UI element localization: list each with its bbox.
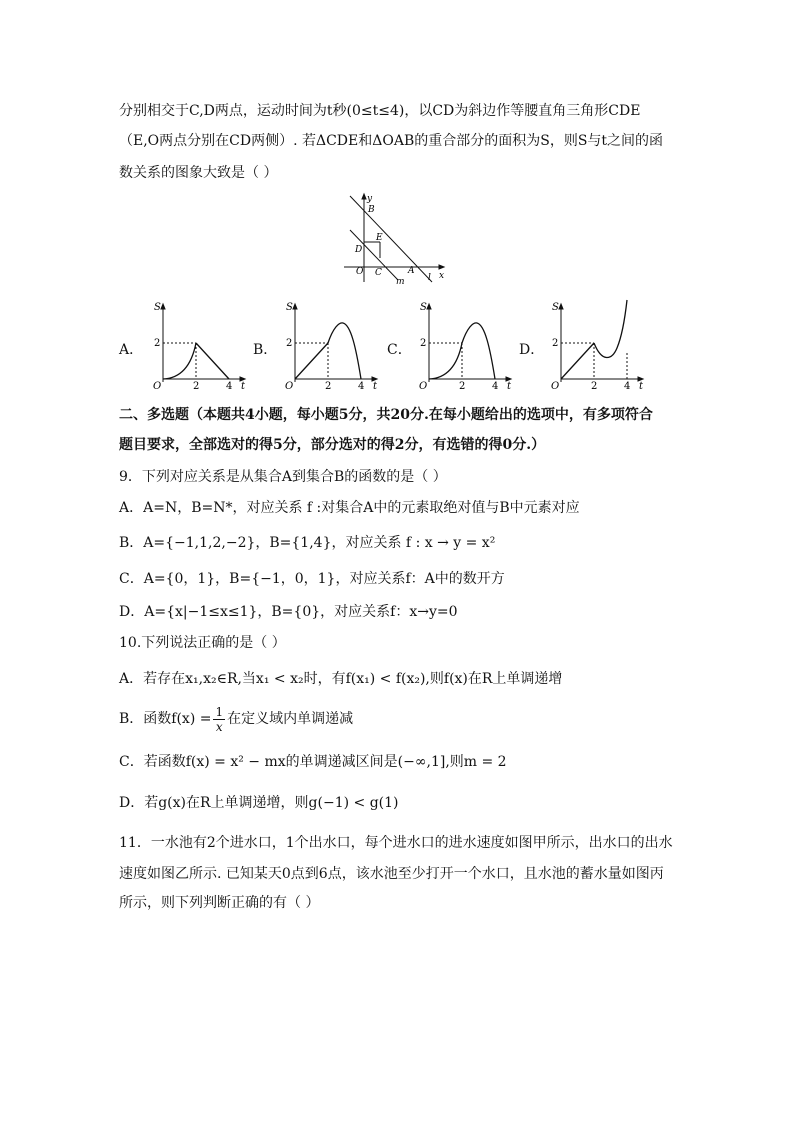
q10-option-b-den: x xyxy=(215,719,223,734)
q10-option-d: D．若g(x)在R上单调递增，则g(−1) < g(1) xyxy=(119,795,399,811)
q8-fig-O: O xyxy=(356,267,364,277)
option-c-t: t xyxy=(507,381,512,390)
q8-text-line-2: （E,O两点分别在CD两侧）. 若ΔCDE和ΔOAB的重合部分的面积为S，则S与t之间的函 xyxy=(119,133,664,149)
option-b-s: S xyxy=(286,302,293,313)
option-a-x2: 2 xyxy=(193,381,200,390)
q10-option-a: A．若存在x₁,x₂∈R,当x₁ < x₂时，有f(x₁) < f(x₂),则f(x)在R上单调递增 xyxy=(119,671,563,687)
q8-fig-A: A xyxy=(408,266,415,276)
option-d-label: D． xyxy=(519,342,545,358)
q9-option-c: C．A={0，1}，B={−1，0，1}，对应关系f：A中的数开方 xyxy=(119,571,505,587)
q8-fig-x: x xyxy=(439,271,445,281)
section-2-heading-line-2: 题目要求，全部选对的得5分，部分选对的得2分，有选错的得0分.） xyxy=(119,437,546,453)
option-d-t: t xyxy=(639,381,644,390)
option-b-o: O xyxy=(285,381,294,390)
q8-fig-l: l xyxy=(428,273,431,283)
option-c-graph xyxy=(415,298,515,390)
option-a-graph xyxy=(149,298,249,390)
option-b-x4: 4 xyxy=(358,381,365,390)
option-b-label: B． xyxy=(253,342,278,358)
q8-fig-B: B xyxy=(368,205,375,215)
option-c-o: O xyxy=(419,381,428,390)
q8-text-line-3: 数关系的图象大致是（ ） xyxy=(119,165,278,181)
option-c-x2: 2 xyxy=(459,381,466,390)
q11-text-line-1: 11．一水池有2个进水口，1个出水口，每个进水口的进水速度如图甲所示，出水口的出水 xyxy=(119,835,673,851)
option-d-y2: 2 xyxy=(552,338,559,349)
option-d-x2: 2 xyxy=(591,381,598,390)
option-d-o: O xyxy=(551,381,560,390)
option-c-y2: 2 xyxy=(420,338,427,349)
option-b-y2: 2 xyxy=(286,338,293,349)
q10-option-b xyxy=(119,702,353,736)
option-c-x4: 4 xyxy=(492,381,499,390)
section-2-heading-line-1: 二、多选题（本题共4小题，每小题5分，共20分.在每小题给出的选项中，有多项符合 xyxy=(119,407,653,423)
q8-text-line-1: 分别相交于C,D两点，运动时间为t秒(0≤t≤4)，以CD为斜边作等腰直角三角形CDE xyxy=(119,103,641,119)
q10-option-b-pre: B．函数f(x) = xyxy=(119,711,212,727)
option-d-graph xyxy=(547,298,647,390)
option-a-label: A． xyxy=(119,342,144,358)
q8-fig-m: m xyxy=(396,277,405,286)
q8-fig-E: E xyxy=(376,233,383,243)
q8-fig-C: C xyxy=(375,268,382,278)
option-c-s: S xyxy=(420,302,427,313)
option-a-s: S xyxy=(154,302,161,313)
q9-stem: 9．下列对应关系是从集合A到集合B的函数的是（ ） xyxy=(119,469,447,485)
option-b-t: t xyxy=(373,381,378,390)
q11-text-line-2: 速度如图乙所示. 已知某天0点到6点，该水池至少打开一个水口，且水池的蓄水量如图丙 xyxy=(119,866,664,882)
option-a-x4: 4 xyxy=(226,381,233,390)
option-b-graph xyxy=(281,298,381,390)
q10-option-b-num: 1 xyxy=(215,704,224,719)
option-a-o: O xyxy=(153,381,162,390)
q10-option-b-fraction xyxy=(213,705,225,734)
q10-option-c: C．若函数f(x) = x² − mx的单调递减区间是(−∞,1],则m = 2 xyxy=(119,754,507,770)
q9-option-b: B．A={−1,1,2,−2}，B={1,4}，对应关系 f : x → y = x² xyxy=(119,535,496,551)
q9-option-a: A．A=N，B=N*，对应关系 f :对集合A中的元素取绝对值与B中元素对应 xyxy=(119,500,580,516)
q9-option-d: D．A={x|−1≤x≤1}，B={0}，对应关系f：x→y=0 xyxy=(119,604,458,620)
q10-stem: 10.下列说法正确的是（ ） xyxy=(119,635,286,651)
q11-text-line-3: 所示，则下列判断正确的有（ ） xyxy=(119,895,320,911)
option-c-label: C． xyxy=(387,342,412,358)
option-a-t: t xyxy=(241,381,246,390)
q10-option-b-post: 在定义域内单调递减 xyxy=(227,711,354,727)
option-a-y2: 2 xyxy=(154,338,161,349)
q8-fig-y: y xyxy=(367,194,373,204)
q8-fig-D: D xyxy=(355,245,363,255)
option-b-x2: 2 xyxy=(325,381,332,390)
option-d-s: S xyxy=(552,302,559,313)
q8-figure xyxy=(338,190,450,286)
option-d-x4: 4 xyxy=(624,381,631,390)
